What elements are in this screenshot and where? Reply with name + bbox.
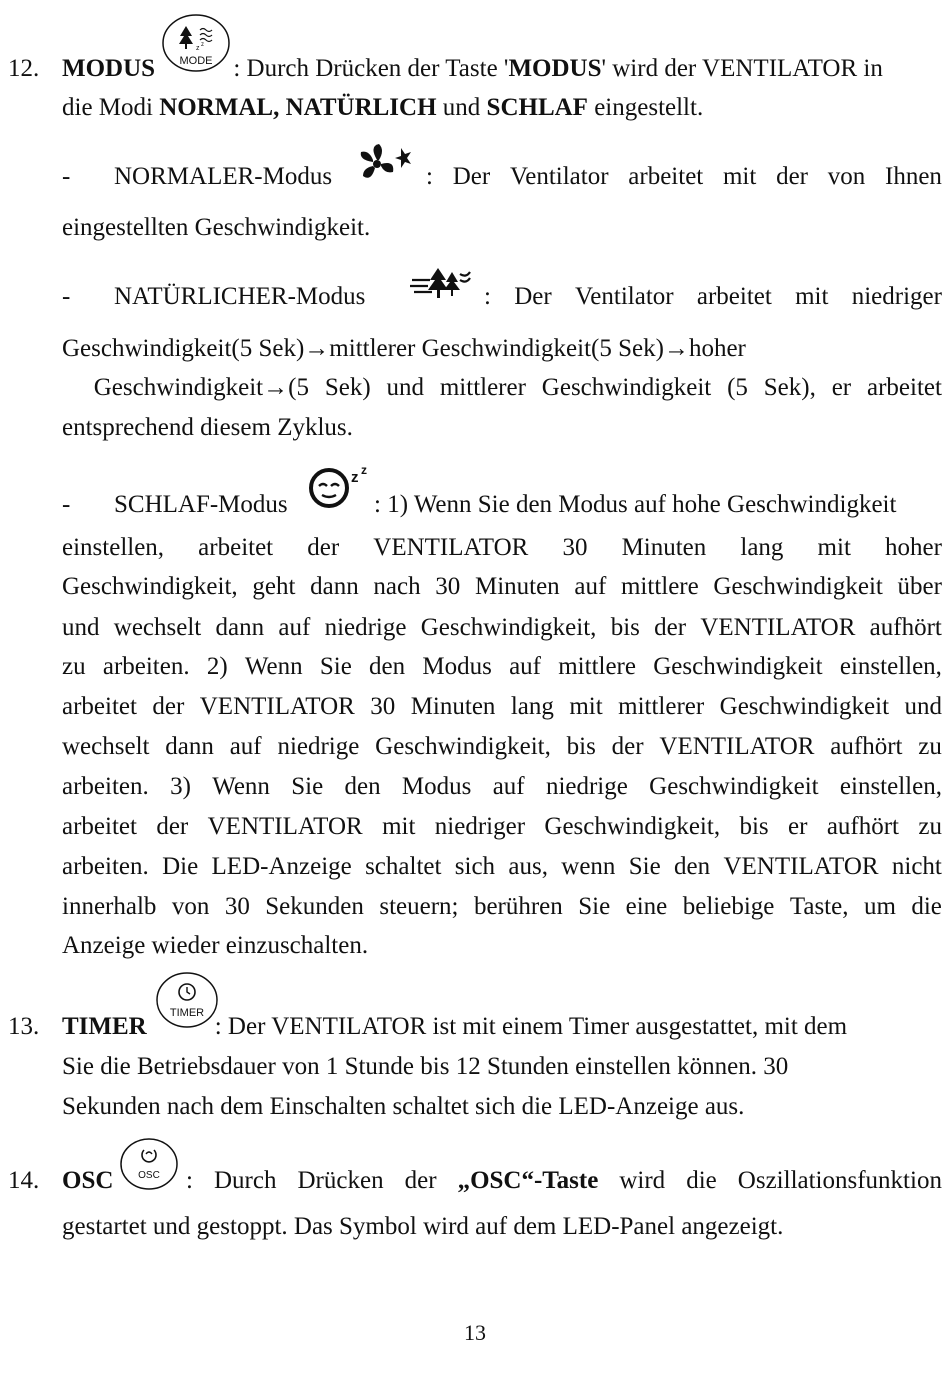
sleep-mode-line-9: arbeitet der VENTILATOR mit niedriger Geschwindigkeit, bis er aufhört zu bbox=[62, 813, 942, 840]
page-number: 13 bbox=[464, 1320, 486, 1345]
sleep-mode-first: : 1) Wenn Sie den Modus auf hohe Geschwindigkeit bbox=[374, 491, 897, 518]
natural-mode-name: NATÜRLICHER-Modus bbox=[114, 283, 366, 310]
timer-icon-label: TIMER bbox=[169, 1007, 205, 1019]
sleep-mode-line-3: Geschwindigkeit, geht dann nach 30 Minuten auf mittlere Geschwindigkeit über bbox=[62, 573, 942, 600]
normal-mode-name: NORMALER-Modus bbox=[114, 163, 333, 190]
normal-mode-fan-icon bbox=[357, 140, 419, 186]
item-number-12: 12. bbox=[8, 55, 40, 82]
item12-line2-d: SCHLAF bbox=[486, 94, 588, 121]
natural-mode-icon bbox=[408, 266, 474, 306]
item14-line1-text: : Durch Drücken der „OSC“-Taste wird die Oszillationsfunktion bbox=[186, 1167, 942, 1194]
sleep-mode-line-12: Anzeige wieder einzuschalten. bbox=[62, 932, 369, 959]
sleep-dash: - bbox=[62, 491, 71, 518]
natural-mode-line4: entsprechend diesem Zyklus. bbox=[62, 414, 353, 441]
sleep-mode-icon bbox=[303, 460, 375, 512]
item13-line2: Sie die Betriebsdauer von 1 Stunde bis 12 Stunden einstellen können. 30 bbox=[62, 1053, 789, 1080]
normal-mode-line2: eingestellten Geschwindigkeit. bbox=[62, 214, 371, 241]
mode-icon-label: MODE bbox=[179, 55, 213, 67]
osc-button-icon bbox=[118, 1136, 180, 1192]
sleep-mode-line-2: einstellen, arbeitet der VENTILATOR 30 Minuten lang mit hoher bbox=[62, 534, 942, 561]
item13-line1-text: : Der VENTILATOR ist mit einem Timer ausgestattet, mit dem bbox=[214, 1013, 848, 1040]
sleep-mode-line-5: zu arbeiten. 2) Wenn Sie den Modus auf mittlere Geschwindigkeit einstellen, bbox=[62, 653, 942, 680]
item12-line2-a: die Modi bbox=[62, 94, 160, 121]
item14-line2: gestartet und gestoppt. Das Symbol wird auf dem LED-Panel angezeigt. bbox=[62, 1213, 784, 1240]
item12-line2-b: NORMAL, NATÜRLICH bbox=[159, 94, 437, 121]
sleep-mode-name: SCHLAF-Modus bbox=[114, 491, 288, 518]
natural-mode-text: : Der Ventilator arbeitet mit niedriger bbox=[484, 283, 942, 310]
timer-button-icon bbox=[155, 970, 219, 1030]
sleep-mode-line-6: arbeitet der VENTILATOR 30 Minuten lang mit mittlerer Geschwindigkeit und bbox=[62, 693, 942, 720]
natural-mode-line2: Geschwindigkeit(5 Sek)→mittlerer Geschwindigkeit(5 Sek)→hoher bbox=[62, 335, 746, 362]
item12-line2 bbox=[62, 93, 942, 123]
item13-line3: Sekunden nach dem Einschalten schaltet sich die LED-Anzeige aus. bbox=[62, 1093, 745, 1120]
item12-line2-c: und bbox=[436, 94, 487, 121]
sleep-mode-line-8: arbeiten. 3) Wenn Sie den Modus auf niedrige Geschwindigkeit einstellen, bbox=[62, 773, 942, 800]
item-number-13: 13. bbox=[8, 1013, 40, 1040]
item12-intro-a: : Durch Drücken der Taste ' bbox=[227, 55, 509, 82]
sleep-mode-line-11: innerhalb von 30 Sekunden steuern; berühren Sie eine beliebige Taste, um die bbox=[62, 893, 942, 920]
sleep-mode-line-4: und wechselt dann auf niedrige Geschwindigkeit, bis der VENTILATOR aufhört bbox=[62, 614, 942, 641]
normal-dash: - bbox=[62, 163, 71, 190]
item14-title: OSC bbox=[62, 1167, 114, 1194]
item-number-14: 14. bbox=[8, 1167, 40, 1194]
svg-text:z: z bbox=[201, 42, 204, 48]
item12-intro-b: MODUS bbox=[508, 55, 602, 82]
item12-intro-c: ' wird der VENTILATOR in bbox=[601, 55, 883, 82]
item12-line2-e: eingestellt. bbox=[587, 94, 704, 121]
normal-mode-text: : Der Ventilator arbeitet mit der von Ihnen bbox=[426, 163, 942, 190]
item13-title: TIMER bbox=[62, 1013, 147, 1040]
svg-text:z: z bbox=[361, 463, 367, 477]
natural-mode-line3: Geschwindigkeit→(5 Sek) und mittlerer Geschwindigkeit (5 Sek), er arbeitet bbox=[93, 374, 942, 401]
osc-icon-label: OSC bbox=[138, 1170, 160, 1181]
svg-text:z: z bbox=[196, 45, 200, 52]
svg-text:z: z bbox=[351, 469, 359, 486]
sleep-mode-line-10: arbeiten. Die LED-Anzeige schaltet sich aus, wenn Sie den VENTILATOR nicht bbox=[62, 853, 942, 880]
item12-title: MODUS bbox=[62, 55, 156, 82]
mode-button-icon bbox=[160, 12, 232, 74]
sleep-mode-line-7: wechselt dann auf niedrige Geschwindigkeit, bis der VENTILATOR aufhört zu bbox=[62, 733, 942, 760]
natural-dash: - bbox=[62, 283, 71, 310]
